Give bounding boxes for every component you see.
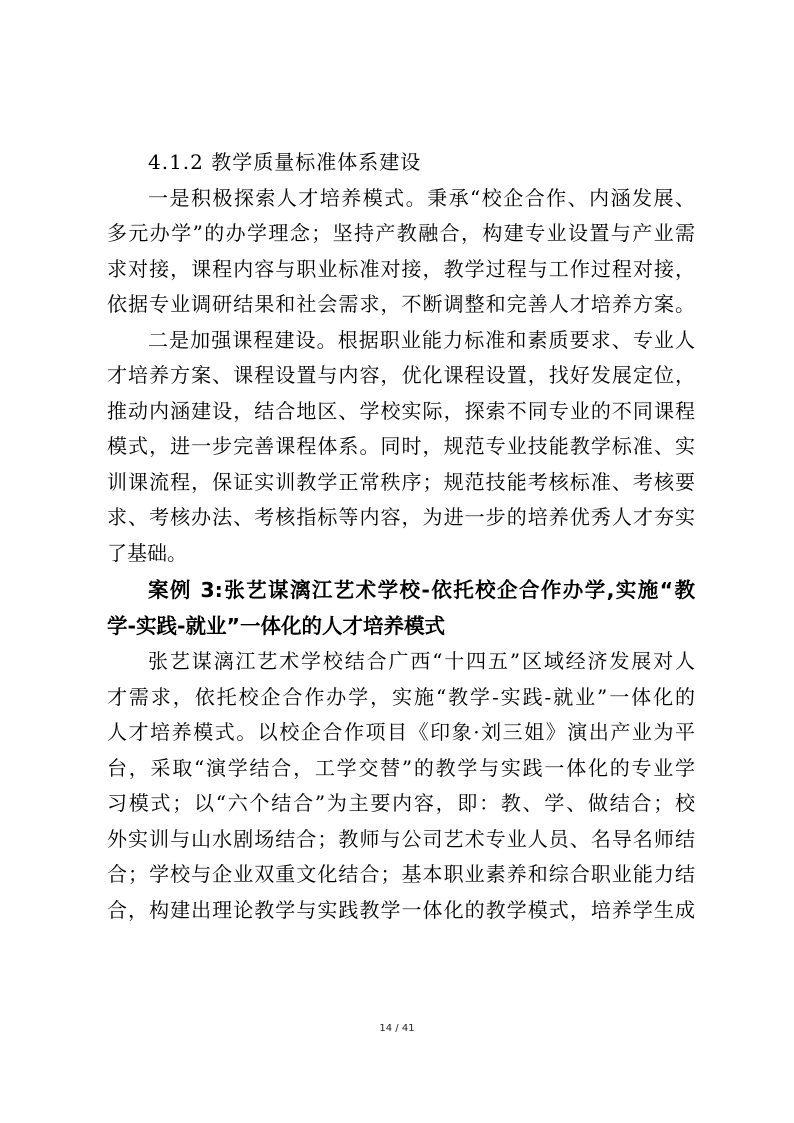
paragraph-line: 合，构建出理论教学与实践教学一体化的教学模式，培养学生成 (107, 897, 695, 922)
paragraph-talent-training-mode (107, 181, 695, 323)
paragraph-curriculum-construction (107, 323, 695, 572)
paragraph-line: 求对接，课程内容与职业标准对接，教学过程与工作过程对接， (107, 256, 695, 281)
paragraph-line: 依据专业调研结果和社会需求，不断调整和完善人才培养方案。 (107, 292, 695, 316)
document-body (107, 145, 695, 928)
paragraph-line: 张艺谋漓江艺术学校结合广西“十四五”区域经济发展对人 (148, 649, 695, 673)
paragraph-case-description (107, 644, 695, 928)
case-title (107, 573, 695, 644)
case-title-line: 案例 3:张艺谋漓江艺术学校-依托校企合作办学,实施“教 (148, 578, 695, 602)
section-heading: 4.1.2 教学质量标准体系建设 (148, 150, 422, 174)
paragraph-line: 训课流程，保证实训教学正常秩序；规范技能考核标准、考核要 (107, 469, 695, 494)
paragraph-line: 模式，进一步完善课程体系。同时，规范专业技能教学标准、实 (107, 434, 695, 458)
paragraph-line: 习模式；以“六个结合”为主要内容，即：教、学、做结合；校 (107, 791, 695, 815)
paragraph-line: 台，采取“演学结合，工学交替”的教学与实践一体化的专业学 (107, 755, 695, 780)
paragraph-line: 才培养方案、课程设置与内容，优化课程设置，找好发展定位， (107, 363, 695, 387)
paragraph-line: 求、考核办法、考核指标等内容，为进一步的培养优秀人才夯实 (107, 505, 695, 529)
paragraph-line: 了基础。 (107, 540, 187, 565)
page-number: 14 / 41 (379, 1023, 415, 1034)
paragraph-line: 多元办学”的办学理念；坚持产教融合，构建专业设置与产业需 (107, 221, 695, 245)
paragraph-line: 人才培养模式。以校企合作项目《印象·刘三姐》演出产业为平 (107, 720, 695, 744)
paragraph-line: 外实训与山水剧场结合；教师与公司艺术专业人员、名导名师结 (107, 826, 695, 851)
paragraph-line: 推动内涵建设，结合地区、学校实际，探索不同专业的不同课程 (107, 398, 695, 423)
paragraph-line: 才需求，依托校企合作办学，实施“教学-实践-就业”一体化的 (107, 684, 695, 709)
paragraph-line: 一是积极探索人才培养模式。秉承“校企合作、内涵发展、 (148, 185, 695, 210)
paragraph-line: 合；学校与企业双重文化结合；基本职业素养和综合职业能力结 (107, 862, 695, 886)
case-title-line: 学-实践-就业”一体化的人才培养模式 (107, 613, 445, 638)
paragraph-line: 二是加强课程建设。根据职业能力标准和素质要求、专业人 (148, 327, 695, 352)
